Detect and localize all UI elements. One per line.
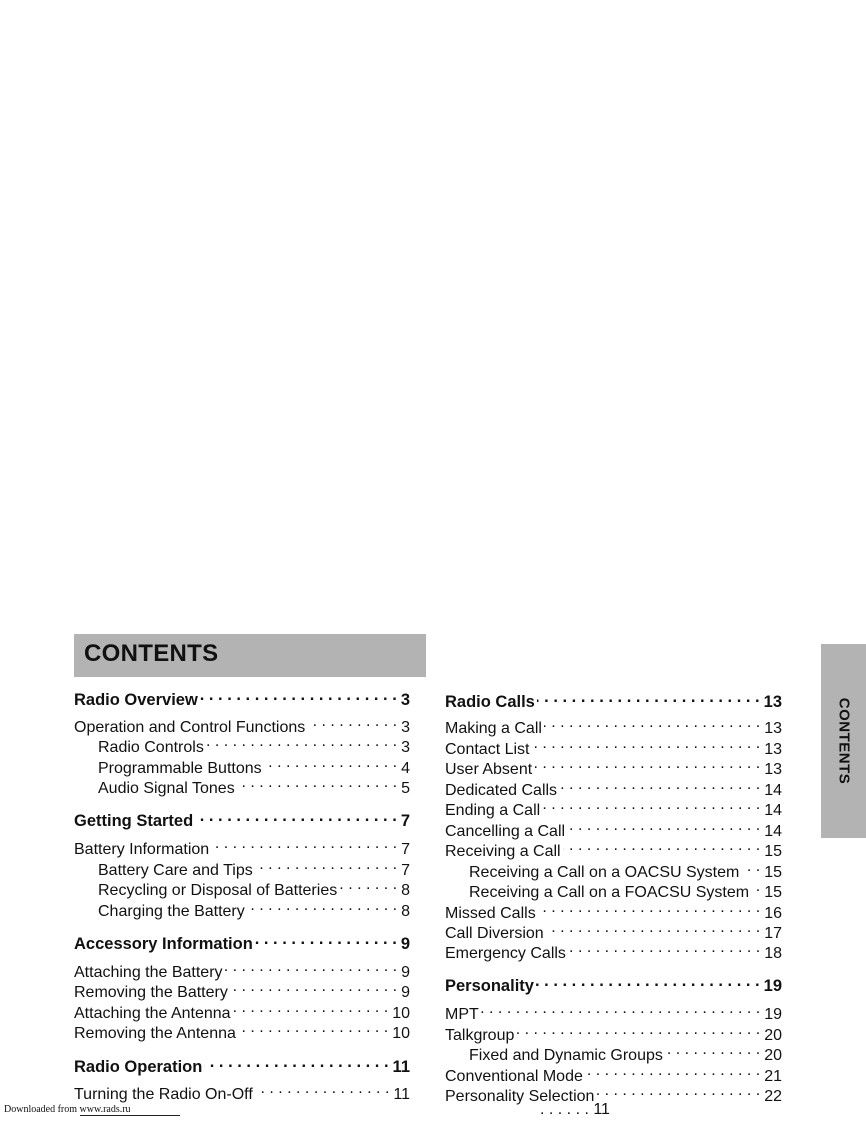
toc-entry[interactable] — [98, 855, 410, 879]
toc-entry[interactable] — [98, 773, 410, 797]
toc-leader-dots — [307, 712, 397, 732]
toc-entry[interactable] — [74, 1079, 410, 1103]
toc-page-number: 8 — [401, 882, 410, 899]
toc-entry-title: Missed Calls — [445, 905, 536, 922]
toc-entry[interactable] — [445, 836, 782, 860]
toc-entry-title: Personality Selection — [445, 1088, 595, 1105]
toc-page-number: 20 — [764, 1027, 782, 1044]
toc-leader-dots — [204, 1052, 388, 1072]
toc-entry[interactable] — [74, 977, 410, 1001]
toc-entry[interactable] — [445, 918, 782, 942]
toc-entry[interactable] — [445, 1081, 782, 1105]
toc-entry-title: Accessory Information — [74, 935, 253, 953]
toc-leader-dots — [225, 957, 398, 977]
toc-page-number: 7 — [400, 812, 410, 830]
toc-entry-title: Receiving a Call on a FOACSU System — [469, 884, 750, 901]
toc-entry-title: Conventional Mode — [445, 1068, 583, 1085]
toc-leader-dots — [230, 977, 397, 997]
toc-page-number: 7 — [401, 841, 410, 858]
toc-entry-title: Emergency Calls — [445, 945, 566, 962]
toc-leader-dots — [534, 754, 760, 774]
toc-leader-dots — [585, 1061, 760, 1081]
toc-heading[interactable] — [74, 1052, 410, 1076]
toc-entry[interactable] — [98, 753, 410, 777]
toc-leader-dots — [233, 998, 389, 1018]
toc-entry-title: Recycling or Disposal of Batteries — [98, 882, 338, 899]
contents-title: CONTENTS — [84, 640, 219, 667]
toc-page-number: 18 — [764, 945, 782, 962]
toc-page-number: 19 — [763, 977, 782, 995]
toc-entry[interactable] — [74, 712, 410, 736]
toc-entry[interactable] — [445, 898, 782, 922]
toc-entry[interactable] — [74, 834, 410, 858]
toc-entry[interactable] — [445, 1061, 782, 1085]
toc-page-number: 11 — [393, 1086, 410, 1103]
toc-entry-title: Call Diversion — [445, 925, 544, 942]
toc-leader-dots — [255, 929, 397, 949]
toc-leader-dots — [568, 938, 760, 958]
toc-page-number: 15 — [764, 843, 782, 860]
toc-entry-title: Dedicated Calls — [445, 782, 558, 799]
toc-page-number: 14 — [764, 823, 782, 840]
toc-entry-title: Fixed and Dynamic Groups — [469, 1047, 663, 1064]
toc-leader-dots — [237, 773, 397, 793]
toc-page-number: 13 — [764, 741, 782, 758]
toc-entry[interactable] — [445, 713, 782, 737]
toc-page-number: 10 — [392, 1025, 410, 1042]
toc-entry-title: Radio Calls — [445, 693, 535, 711]
toc-entry-title: Attaching the Antenna — [74, 1005, 231, 1022]
toc-entry[interactable] — [445, 1020, 782, 1044]
toc-page-number: 21 — [764, 1068, 782, 1085]
toc-page-number: 16 — [764, 905, 782, 922]
toc-page-number: 3 — [401, 719, 410, 736]
toc-page-number: 14 — [764, 782, 782, 799]
toc-page-number: 15 — [764, 884, 782, 901]
toc-leader-dots — [751, 877, 760, 897]
toc-entry[interactable] — [74, 1018, 410, 1042]
toc-page-number: 7 — [401, 862, 410, 879]
toc-page-number: 9 — [401, 964, 410, 981]
page-number: . . . . . . 11 — [540, 1101, 610, 1118]
toc-entry[interactable] — [74, 957, 410, 981]
toc-entry-title: Receiving a Call — [445, 843, 561, 860]
toc-entry-title: Programmable Buttons — [98, 760, 262, 777]
toc-leader-dots — [531, 734, 760, 754]
toc-leader-dots — [481, 999, 760, 1019]
toc-leader-dots — [536, 971, 760, 991]
toc-leader-dots — [339, 875, 397, 895]
contents-side-tab[interactable] — [821, 644, 866, 838]
toc-leader-dots — [264, 753, 397, 773]
toc-leader-dots — [537, 687, 760, 707]
toc-entry-title: User Absent — [445, 761, 533, 778]
toc-page-number: 13 — [764, 761, 782, 778]
toc-entry-title: Audio Signal Tones — [98, 780, 235, 797]
toc-leader-dots — [563, 836, 761, 856]
toc-page-number: 19 — [764, 1006, 782, 1023]
toc-entry-title: Battery Information — [74, 841, 210, 858]
toc-entry-title: Radio Controls — [98, 739, 204, 756]
toc-page-number: 5 — [401, 780, 410, 797]
toc-entry[interactable] — [74, 998, 410, 1022]
toc-leader-dots — [516, 1020, 760, 1040]
toc-entry-title: Contact List — [445, 741, 530, 758]
toc-page-number: 14 — [764, 802, 782, 819]
toc-leader-dots — [559, 775, 760, 795]
toc-page-number: 22 — [764, 1088, 782, 1105]
toc-entry[interactable] — [469, 1040, 782, 1064]
side-tab-label: CONTENTS — [835, 697, 852, 785]
toc-leader-dots — [741, 857, 760, 877]
toc-heading[interactable] — [74, 685, 410, 709]
toc-leader-dots — [567, 816, 760, 836]
toc-page-number: 4 — [401, 760, 410, 777]
toc-page-number: 13 — [764, 720, 782, 737]
toc-page-number: 15 — [764, 864, 782, 881]
contents-banner — [74, 634, 426, 677]
toc-entry-title: Removing the Battery — [74, 984, 228, 1001]
toc-entry-title: Radio Operation — [74, 1058, 203, 1076]
toc-leader-dots — [596, 1081, 760, 1101]
toc-leader-dots — [542, 795, 760, 815]
toc-leader-dots — [255, 1079, 390, 1099]
download-link[interactable]: www.rads.ru — [80, 1104, 180, 1116]
toc-leader-dots — [544, 713, 760, 733]
toc-entry-title: Operation and Control Functions — [74, 719, 306, 736]
toc-leader-dots — [538, 898, 761, 918]
toc-heading[interactable] — [74, 806, 410, 830]
toc-leader-dots — [546, 918, 761, 938]
toc-entry-title: MPT — [445, 1006, 479, 1023]
toc-entry[interactable] — [445, 816, 782, 840]
toc-entry[interactable] — [445, 938, 782, 962]
toc-leader-dots — [255, 855, 397, 875]
toc-leader-dots — [665, 1040, 760, 1060]
toc-page-number: 13 — [763, 693, 782, 711]
toc-entry[interactable] — [445, 734, 782, 758]
toc-entry-title: Turning the Radio On-Off — [74, 1086, 253, 1103]
toc-entry-title: Ending a Call — [445, 802, 541, 819]
toc-entry[interactable] — [98, 896, 410, 920]
toc-entry-title: Personality — [445, 977, 534, 995]
toc-page-number: 9 — [401, 984, 410, 1001]
toc-page-number: 20 — [764, 1047, 782, 1064]
download-note — [4, 1104, 180, 1116]
toc-entry[interactable] — [445, 754, 782, 778]
toc-page-number: 8 — [401, 903, 410, 920]
toc-entry[interactable] — [469, 857, 782, 881]
toc-heading[interactable] — [445, 687, 782, 711]
toc-entry[interactable] — [445, 999, 782, 1023]
toc-entry[interactable] — [445, 795, 782, 819]
toc-entry-title: Battery Care and Tips — [98, 862, 253, 879]
download-note-prefix: Downloaded from — [4, 1104, 78, 1115]
toc-leader-dots — [247, 896, 397, 916]
toc-page-number: 17 — [764, 925, 782, 942]
toc-entry-title: Attaching the Battery — [74, 964, 223, 981]
toc-entry-title: Cancelling a Call — [445, 823, 566, 840]
toc-entry[interactable] — [469, 877, 782, 901]
toc-entry-title: Making a Call — [445, 720, 542, 737]
toc-leader-dots — [195, 806, 397, 826]
toc-entry-title: Radio Overview — [74, 691, 198, 709]
toc-entry-title: Getting Started — [74, 812, 194, 830]
toc-leader-dots — [211, 834, 397, 854]
toc-page-number: 3 — [401, 739, 410, 756]
toc-page-number: 9 — [400, 935, 410, 953]
toc-entry[interactable] — [445, 775, 782, 799]
toc-page-number: 10 — [392, 1005, 410, 1022]
toc-entry-title: Talkgroup — [445, 1027, 515, 1044]
toc-leader-dots — [206, 732, 397, 752]
toc-entry[interactable] — [98, 875, 410, 899]
toc-page-number: 11 — [392, 1058, 410, 1076]
toc-entry-title: Charging the Battery — [98, 903, 245, 920]
toc-page-number: 3 — [400, 691, 410, 709]
toc-leader-dots — [238, 1018, 388, 1038]
toc-heading[interactable] — [445, 971, 782, 995]
toc-entry-title: Removing the Antenna — [74, 1025, 236, 1042]
toc-entry-title: Receiving a Call on a OACSU System — [469, 864, 740, 881]
toc-entry[interactable] — [98, 732, 410, 756]
toc-leader-dots — [200, 685, 397, 705]
toc-heading[interactable] — [74, 929, 410, 953]
